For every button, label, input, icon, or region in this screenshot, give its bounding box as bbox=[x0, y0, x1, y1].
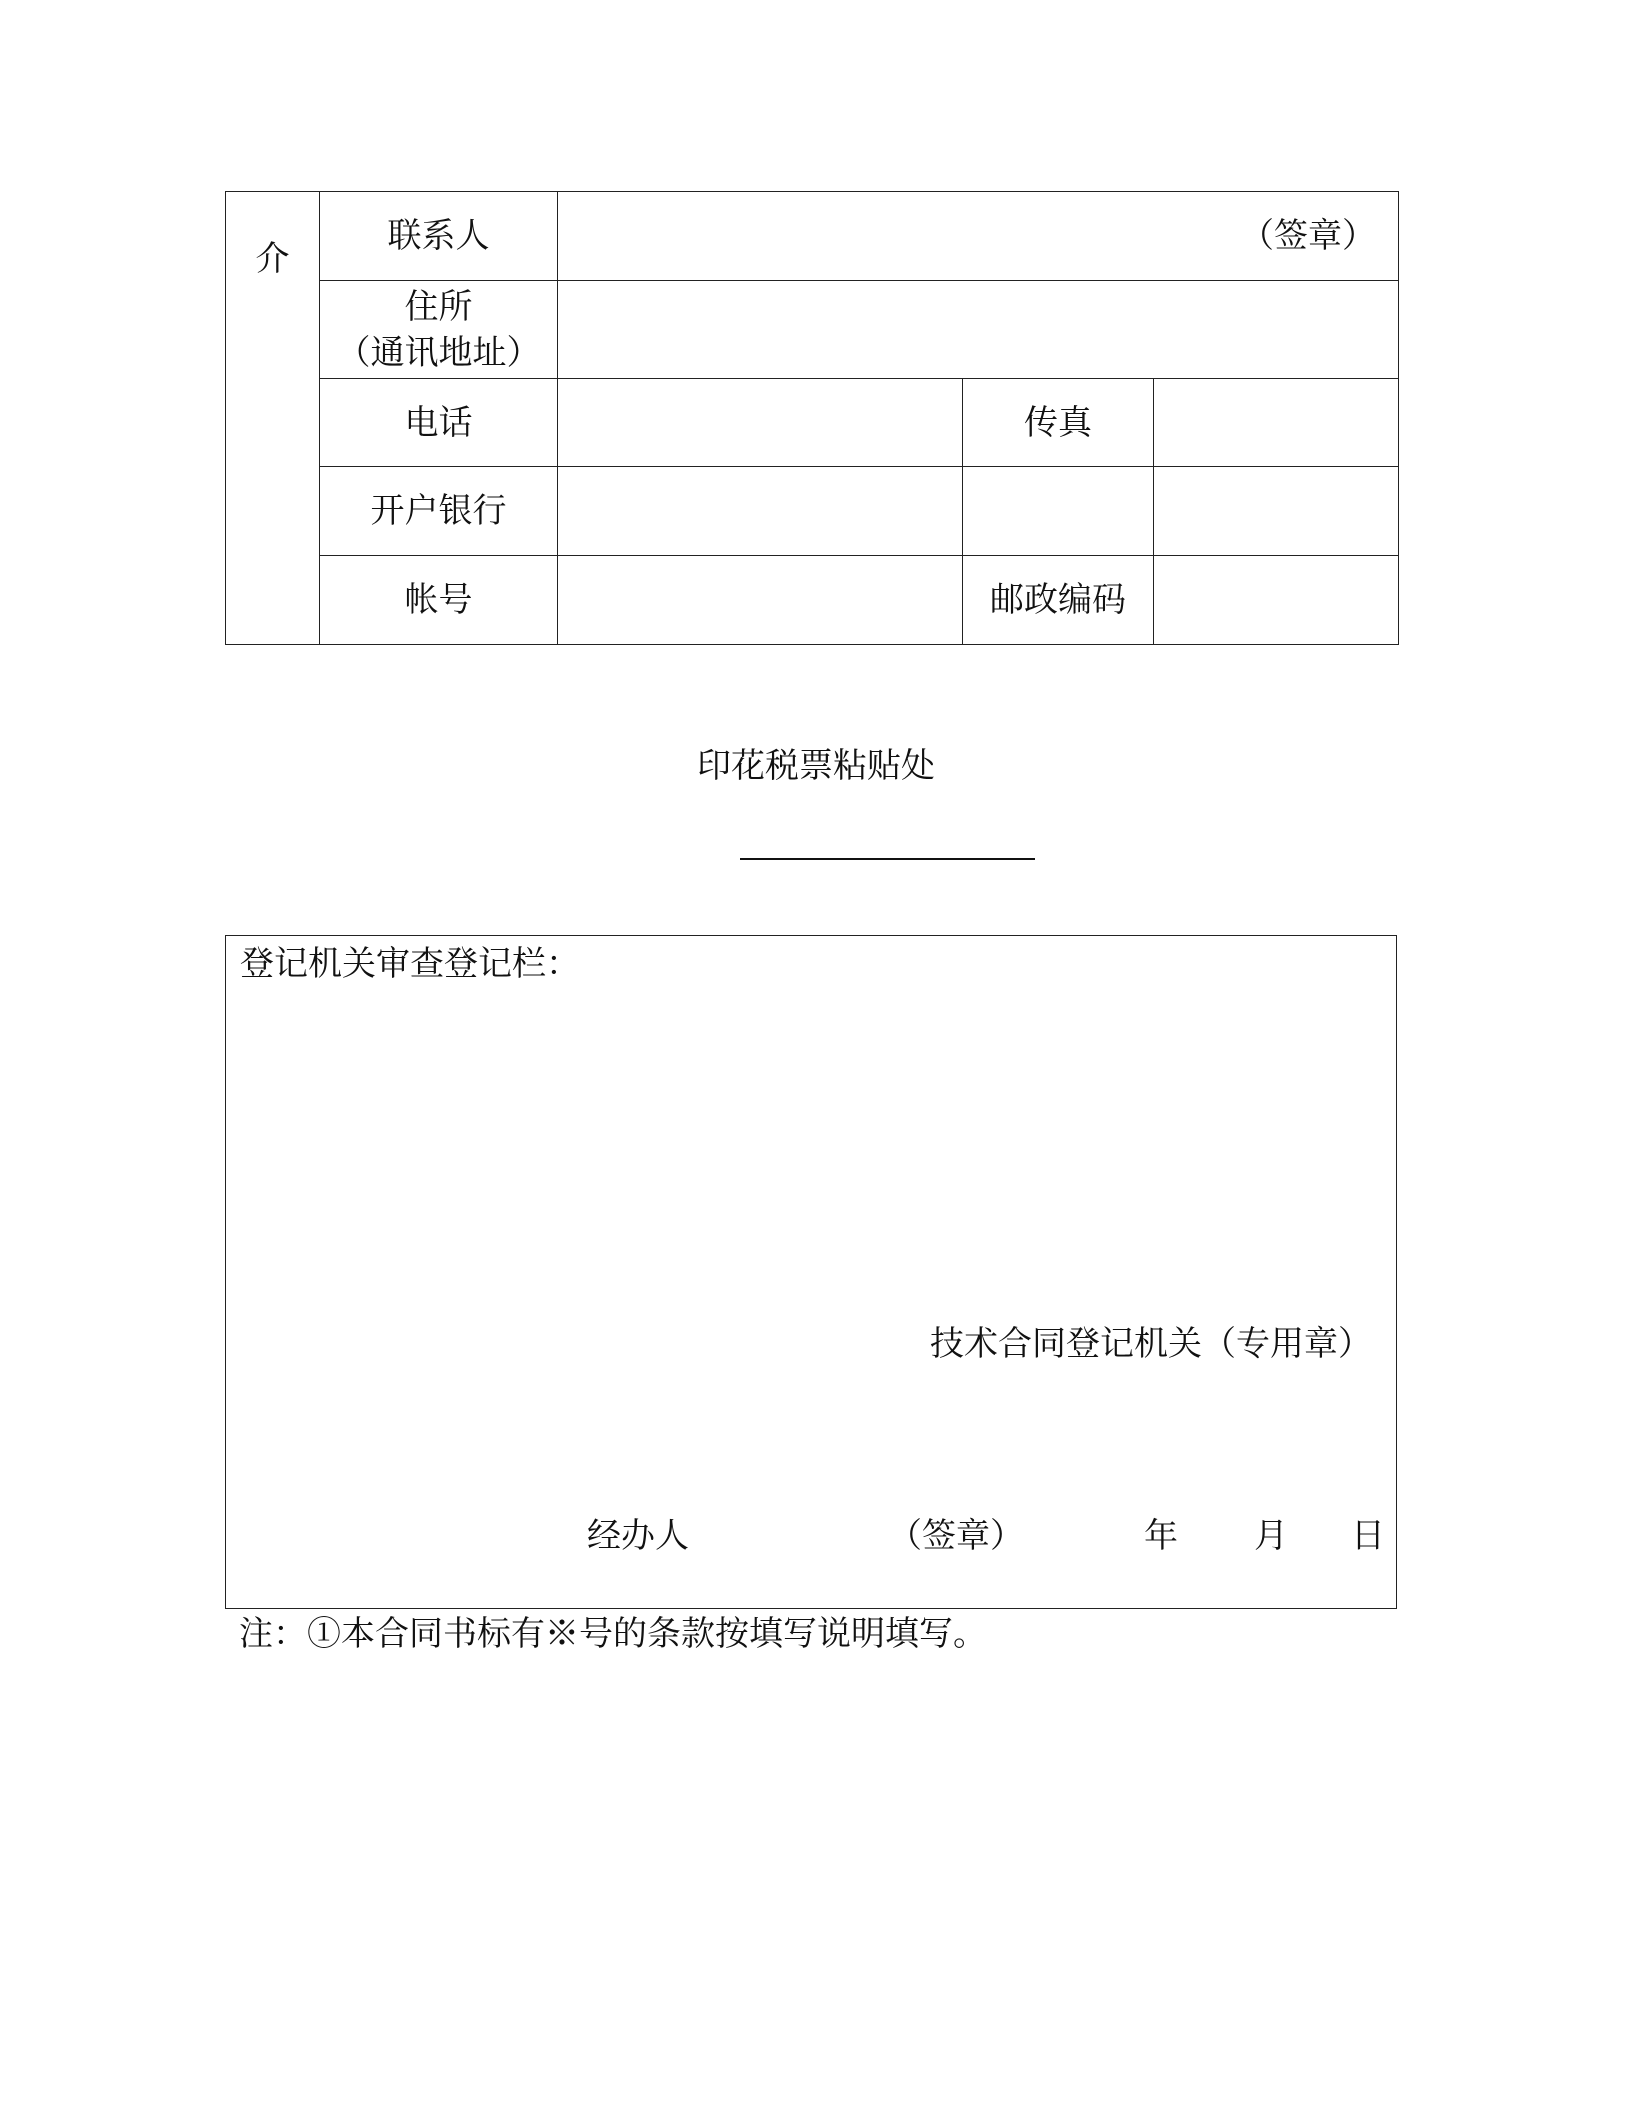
phone-value-cell[interactable] bbox=[558, 378, 963, 466]
handler-sign-label: （签章） bbox=[888, 1516, 1024, 1556]
contact-row bbox=[226, 192, 1399, 281]
contact-sign-cell[interactable] bbox=[558, 192, 1399, 281]
account-value-cell[interactable] bbox=[558, 555, 963, 644]
postcode-value-cell[interactable] bbox=[1154, 555, 1399, 644]
contact-label: 联系人 bbox=[320, 192, 558, 281]
phone-row bbox=[226, 378, 1399, 466]
address-value-cell[interactable] bbox=[558, 281, 1399, 378]
address-row bbox=[226, 281, 1399, 378]
bank-label: 开户银行 bbox=[320, 467, 558, 555]
year-label: 年 bbox=[1144, 1516, 1178, 1556]
address-label-line2: （通讯地址） bbox=[336, 332, 541, 373]
handler-label: 经办人 bbox=[587, 1516, 689, 1556]
day-label: 日 bbox=[1351, 1516, 1385, 1556]
registration-org-label: 技术合同登记机关（专用章） bbox=[930, 1324, 1372, 1364]
bank-value-cell[interactable] bbox=[558, 467, 963, 555]
stamp-area-label: 印花税票粘贴处 bbox=[697, 746, 935, 786]
side-label: 介 bbox=[226, 192, 320, 645]
bank-extra-cell[interactable] bbox=[963, 467, 1154, 555]
account-label: 帐号 bbox=[320, 555, 558, 644]
address-label-line1: 住所 bbox=[404, 286, 473, 327]
bank-row bbox=[226, 467, 1399, 555]
contact-sign-label: （签章） bbox=[1240, 216, 1376, 257]
postcode-label: 邮政编码 bbox=[963, 555, 1154, 644]
account-row bbox=[226, 555, 1399, 644]
fax-value-cell[interactable] bbox=[1154, 378, 1399, 466]
bank-extra-value-cell[interactable] bbox=[1154, 467, 1399, 555]
address-label bbox=[320, 281, 558, 378]
stamp-area-line bbox=[740, 858, 1035, 860]
intermediary-info-table bbox=[225, 191, 1399, 645]
footnote: 注：①本合同书标有※号的条款按填写说明填写。 bbox=[239, 1614, 987, 1654]
month-label: 月 bbox=[1254, 1516, 1288, 1556]
phone-label: 电话 bbox=[320, 378, 558, 466]
registration-box bbox=[225, 935, 1397, 1609]
fax-label: 传真 bbox=[963, 378, 1154, 466]
registration-title: 登记机关审查登记栏： bbox=[240, 944, 580, 984]
